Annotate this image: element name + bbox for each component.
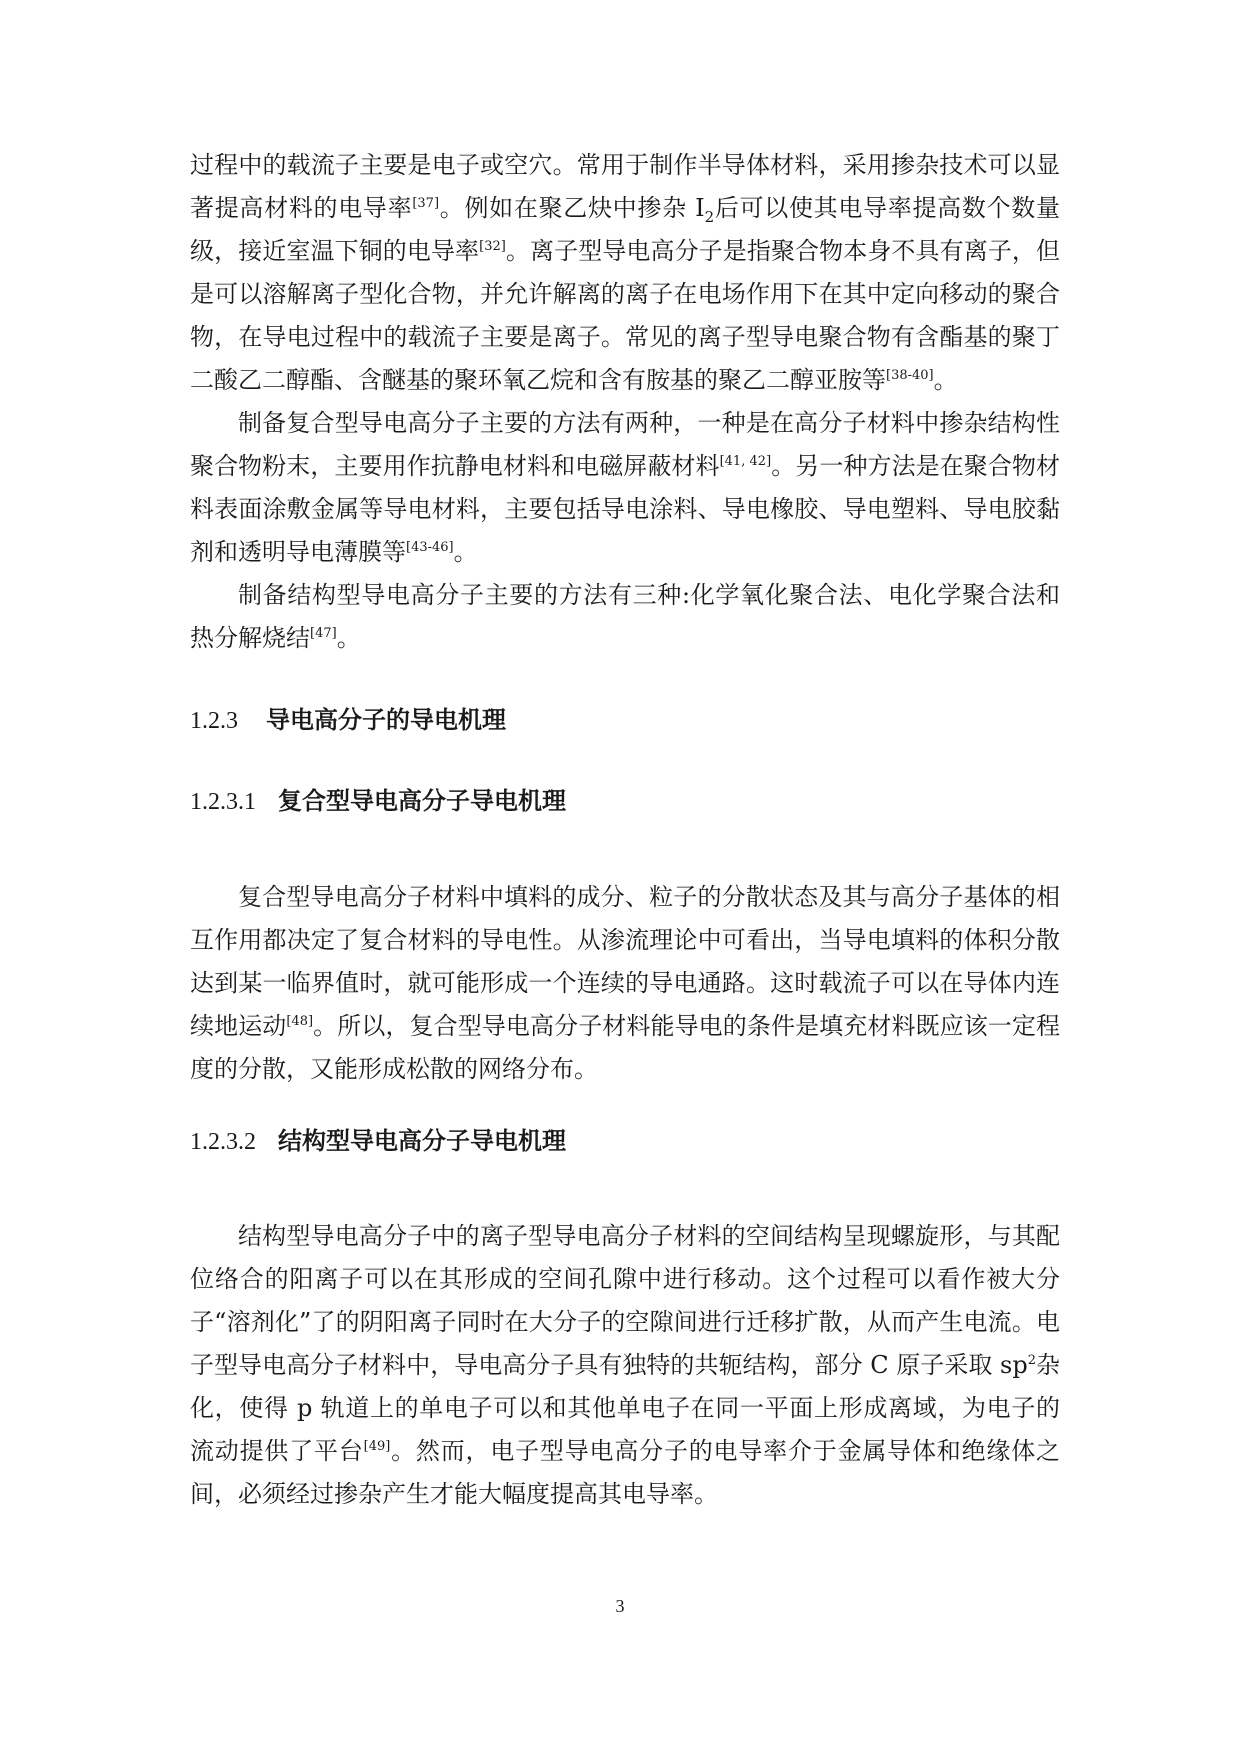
text: 后可以使其电导率提高数个数量级，接近室温下铜的电导率 — [190, 194, 1061, 265]
text: 。所以，复合型导电高分子材料能导电的条件是填充材料既应该一定程度的分散，又能形成松散的网络分布。 — [190, 1012, 1061, 1083]
text: 制备结构型导电高分子主要的方法有三种:化学氧化聚合法、电化学聚合法和热分解烧结 — [190, 581, 1060, 652]
text: 制备复合型导电高分子主要的方法有两种，一种是在高分子材料中掺杂结构性聚合物粉末，主要用作抗静电材料和电磁屏蔽材料 — [190, 409, 1060, 480]
section-number: 1.2.3.1 — [190, 789, 256, 815]
paragraph-conductive-types — [190, 144, 1060, 402]
paragraph-structural-mechanism — [190, 1215, 1060, 1516]
text: 。 — [453, 538, 478, 566]
paragraph-composite-mechanism — [190, 876, 1060, 1091]
section-title: 复合型导电高分子导电机理 — [278, 787, 566, 815]
citation: [43-46] — [406, 540, 454, 555]
citation: [41, 42] — [719, 454, 772, 469]
citation: [47] — [310, 626, 337, 641]
text: 。然而，电子型导电高分子的电导率介于金属导体和绝缘体之间，必须经过掺杂产生才能大幅度提高其电导率。 — [190, 1437, 1060, 1508]
text: 结构型导电高分子中的离子型导电高分子材料的空间结构呈现螺旋形，与其配位络合的阳离子可以在其形成的空间孔隙中进行移动。这个过程可以看作被大分子“溶剂化”了的阴阳离子同时在大分子的空隙间进行迁移扩散，从而产生电流。电子型导电高分子材料中，导电高分子具有独特的共轭结构，部分 C 原子采取 sp — [190, 1222, 1060, 1379]
paragraph-structural-methods — [190, 574, 1060, 660]
text: 。例如在聚乙炔中掺杂 I — [439, 194, 705, 222]
section-title: 导电高分子的导电机理 — [266, 706, 506, 734]
page-number: 3 — [615, 1596, 625, 1616]
section-number: 1.2.3.2 — [190, 1129, 256, 1155]
text: 复合型导电高分子材料中填料的成分、粒子的分散状态及其与高分子基体的相互作用都决定了复合材料的导电性。从渗流理论中可看出，当导电填料的体积分散达到某一临界值时，就可能形成一个连续的导电通路。这时载流子可以在导体内连续地运动 — [190, 883, 1060, 1040]
text: 。离子型导电高分子是指聚合物本身不具有离子，但是可以溶解离子型化合物，并允许解离的离子在电场作用下在其中定向移动的聚合物，在导电过程中的载流子主要是离子。常见的离子型导电聚合物有含酯基的聚丁二酸乙二醇酯、含醚基的聚环氧乙烷和含有胺基的聚乙二醇亚胺等 — [190, 237, 1061, 394]
citation: [49] — [363, 1439, 391, 1454]
text: 过程中的载流子主要是电子或空穴。常用于制作半导体材料，采用掺杂技术可以显著提高材料的电导率 — [190, 151, 1060, 222]
text: 。 — [336, 624, 361, 652]
citation: [37] — [412, 196, 440, 211]
subscript: 2 — [704, 207, 715, 226]
text: 杂化，使得 p 轨道上的单电子可以和其他单电子在同一平面上形成离域，为电子的流动提供了平台 — [190, 1351, 1060, 1465]
text: 。另一种方法是在聚合物材料表面涂敷金属等导电材料，主要包括导电涂料、导电橡胶、导电塑料、导电胶黏剂和透明导电薄膜等 — [190, 452, 1061, 566]
paragraph-composite-methods — [190, 402, 1060, 574]
section-number: 1.2.3 — [190, 708, 238, 734]
citation: [38-40] — [886, 368, 934, 383]
section-heading-1-2-3 — [190, 705, 1060, 736]
text: 。 — [933, 366, 958, 394]
section-title: 结构型导电高分子导电机理 — [278, 1127, 566, 1155]
superscript: 2 — [1027, 1353, 1036, 1368]
section-heading-1-2-3-1 — [190, 786, 1060, 817]
citation: [48] — [286, 1014, 314, 1029]
document-page — [190, 0, 1060, 1754]
section-heading-1-2-3-2 — [190, 1126, 1060, 1157]
citation: [32] — [479, 239, 506, 254]
